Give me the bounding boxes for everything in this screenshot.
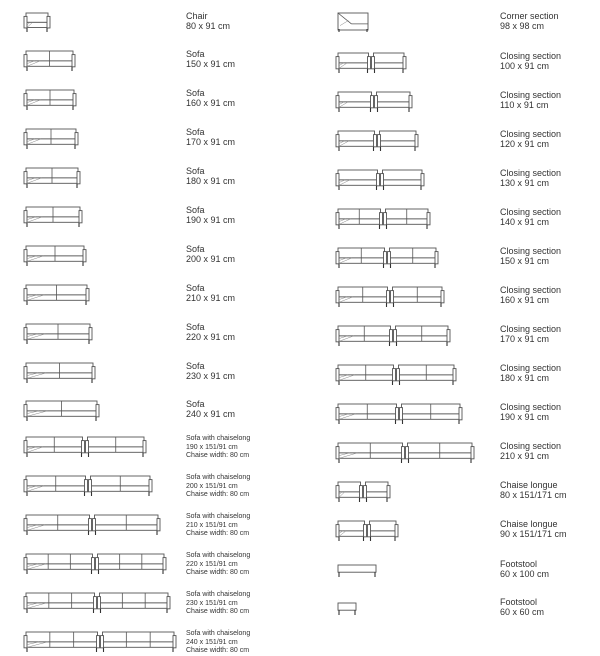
item-dimensions: 190 x 91 cm <box>500 412 550 422</box>
item-dimensions: 220 x 151/91 cm <box>186 560 238 568</box>
item-label <box>186 552 250 578</box>
item-dimensions: 110 x 91 cm <box>500 100 549 110</box>
item-label <box>500 480 567 500</box>
item-name: Closing section <box>500 402 562 412</box>
item-name: Sofa with chaiselong <box>186 552 251 559</box>
item-label <box>500 129 561 149</box>
item-name: Closing section <box>500 90 562 100</box>
item-label <box>500 441 561 461</box>
item-dimensions: 60 x 100 cm <box>500 569 550 579</box>
item-label <box>500 402 561 422</box>
item-name: Corner section <box>500 11 559 21</box>
item-dimensions: 160 x 91 cm <box>186 98 236 108</box>
item-dimensions: 200 x 91 cm <box>186 254 236 264</box>
item-dimensions: 210 x 91 cm <box>186 293 236 303</box>
item-name: Sofa <box>186 283 205 293</box>
item-name: Sofa <box>186 399 205 409</box>
item-label <box>186 513 250 539</box>
footstool-drawing <box>336 602 360 620</box>
item-label <box>500 519 567 539</box>
item-name: Sofa <box>186 322 205 332</box>
item-dimensions: 210 x 91 cm <box>500 451 550 461</box>
item-dimensions: 180 x 91 cm <box>186 176 236 186</box>
item-dimensions: 160 x 91 cm <box>500 295 550 305</box>
closing-section-drawing <box>336 286 446 310</box>
item-label <box>186 49 235 69</box>
item-label <box>500 246 561 266</box>
sofa-drawing <box>24 323 94 347</box>
item-name: Closing section <box>500 129 562 139</box>
item-dimensions: 100 x 91 cm <box>500 61 550 71</box>
sofa-chaiselong-drawing <box>24 436 148 460</box>
item-dimensions: 120 x 91 cm <box>500 139 550 149</box>
item-name: Sofa with chaiselong <box>186 513 251 520</box>
closing-section-drawing <box>336 325 452 349</box>
item-label <box>500 90 561 110</box>
item-label <box>500 363 561 383</box>
item-label <box>186 591 250 617</box>
closing-section-drawing <box>336 52 408 76</box>
item-name: Sofa with chaiselong <box>186 474 251 481</box>
item-chaise-width: Chaise width: 80 cm <box>186 647 250 654</box>
sofa-drawing <box>24 167 82 191</box>
item-label <box>500 51 561 71</box>
item-name: Closing section <box>500 324 562 334</box>
item-name: Closing section <box>500 441 562 451</box>
item-label <box>500 11 559 31</box>
item-name: Sofa <box>186 49 205 59</box>
item-name: Closing section <box>500 168 562 178</box>
item-dimensions: 90 x 151/171 cm <box>500 529 567 539</box>
sofa-drawing <box>24 362 97 386</box>
item-label <box>186 322 235 342</box>
item-dimensions: 220 x 91 cm <box>186 332 236 342</box>
chaise-longue-drawing <box>336 481 392 505</box>
sofa-chaiselong-drawing <box>24 631 178 655</box>
item-dimensions: 80 x 91 cm <box>186 21 231 31</box>
item-name: Sofa with chaiselong <box>186 435 251 442</box>
item-chaise-width: Chaise width: 80 cm <box>186 452 250 459</box>
item-label <box>500 285 561 305</box>
item-chaise-width: Chaise width: 80 cm <box>186 569 250 576</box>
item-dimensions: 200 x 151/91 cm <box>186 482 238 490</box>
corner-section-drawing <box>336 12 372 35</box>
item-name: Chaise longue <box>500 480 558 490</box>
item-label <box>186 283 235 303</box>
item-dimensions: 190 x 151/91 cm <box>186 443 238 451</box>
item-dimensions: 150 x 91 cm <box>500 256 550 266</box>
item-label <box>500 207 561 227</box>
item-label <box>186 11 230 31</box>
item-label <box>186 166 235 186</box>
closing-section-drawing <box>336 169 426 193</box>
item-dimensions: 230 x 91 cm <box>186 371 236 381</box>
item-label <box>186 88 235 108</box>
item-dimensions: 80 x 151/171 cm <box>500 490 567 500</box>
item-name: Closing section <box>500 285 562 295</box>
item-label <box>500 597 544 617</box>
closing-section-drawing <box>336 364 458 388</box>
closing-section-drawing <box>336 442 476 466</box>
item-label <box>500 324 561 344</box>
sofa-drawing <box>24 89 78 113</box>
footstool-drawing <box>336 564 380 582</box>
sofa-drawing <box>24 206 84 230</box>
item-name: Sofa <box>186 127 205 137</box>
sofa-drawing <box>24 245 88 269</box>
item-label <box>186 205 235 225</box>
item-label <box>500 559 549 579</box>
item-dimensions: 150 x 91 cm <box>186 59 236 69</box>
item-dimensions: 98 x 98 cm <box>500 21 545 31</box>
item-label <box>500 168 561 188</box>
item-name: Sofa <box>186 244 205 254</box>
sofa-drawing <box>24 128 80 152</box>
sofa-chaiselong-drawing <box>24 514 162 538</box>
item-dimensions: 170 x 91 cm <box>186 137 236 147</box>
sofa-chaiselong-drawing <box>24 592 172 616</box>
item-name: Sofa with chaiselong <box>186 630 251 637</box>
closing-section-drawing <box>336 91 414 115</box>
item-name: Sofa <box>186 361 205 371</box>
item-name: Footstool <box>500 559 538 569</box>
chaise-longue-drawing <box>336 520 400 544</box>
sofa-chaiselong-drawing <box>24 553 168 577</box>
closing-section-drawing <box>336 208 432 232</box>
sofa-drawing <box>24 50 77 74</box>
sofa-chaiselong-drawing <box>24 475 154 499</box>
item-name: Closing section <box>500 51 562 61</box>
sofa-drawing <box>24 284 91 308</box>
item-chaise-width: Chaise width: 80 cm <box>186 530 250 537</box>
item-dimensions: 210 x 151/91 cm <box>186 521 238 529</box>
item-dimensions: 230 x 151/91 cm <box>186 599 238 607</box>
item-name: Footstool <box>500 597 538 607</box>
item-name: Chair <box>186 11 208 21</box>
item-name: Sofa <box>186 166 205 176</box>
item-dimensions: 180 x 91 cm <box>500 373 550 383</box>
sofa-drawing <box>24 400 101 424</box>
item-dimensions: 240 x 91 cm <box>186 409 236 419</box>
closing-section-drawing <box>336 403 464 427</box>
item-chaise-width: Chaise width: 80 cm <box>186 608 250 615</box>
item-label <box>186 244 235 264</box>
item-name: Closing section <box>500 207 562 217</box>
item-name: Sofa <box>186 88 205 98</box>
item-chaise-width: Chaise width: 80 cm <box>186 491 250 498</box>
item-dimensions: 140 x 91 cm <box>500 217 550 227</box>
item-dimensions: 190 x 91 cm <box>186 215 236 225</box>
chair-drawing <box>24 12 52 35</box>
item-name: Sofa with chaiselong <box>186 591 251 598</box>
item-label <box>186 474 250 500</box>
item-label <box>186 630 250 656</box>
closing-section-drawing <box>336 130 420 154</box>
item-label <box>186 361 235 381</box>
item-name: Sofa <box>186 205 205 215</box>
item-label <box>186 399 235 419</box>
item-dimensions: 240 x 151/91 cm <box>186 638 238 646</box>
item-dimensions: 170 x 91 cm <box>500 334 550 344</box>
item-name: Chaise longue <box>500 519 558 529</box>
item-label <box>186 435 250 461</box>
item-dimensions: 130 x 91 cm <box>500 178 550 188</box>
closing-section-drawing <box>336 247 440 271</box>
item-name: Closing section <box>500 246 562 256</box>
item-name: Closing section <box>500 363 562 373</box>
item-label <box>186 127 235 147</box>
item-dimensions: 60 x 60 cm <box>500 607 545 617</box>
